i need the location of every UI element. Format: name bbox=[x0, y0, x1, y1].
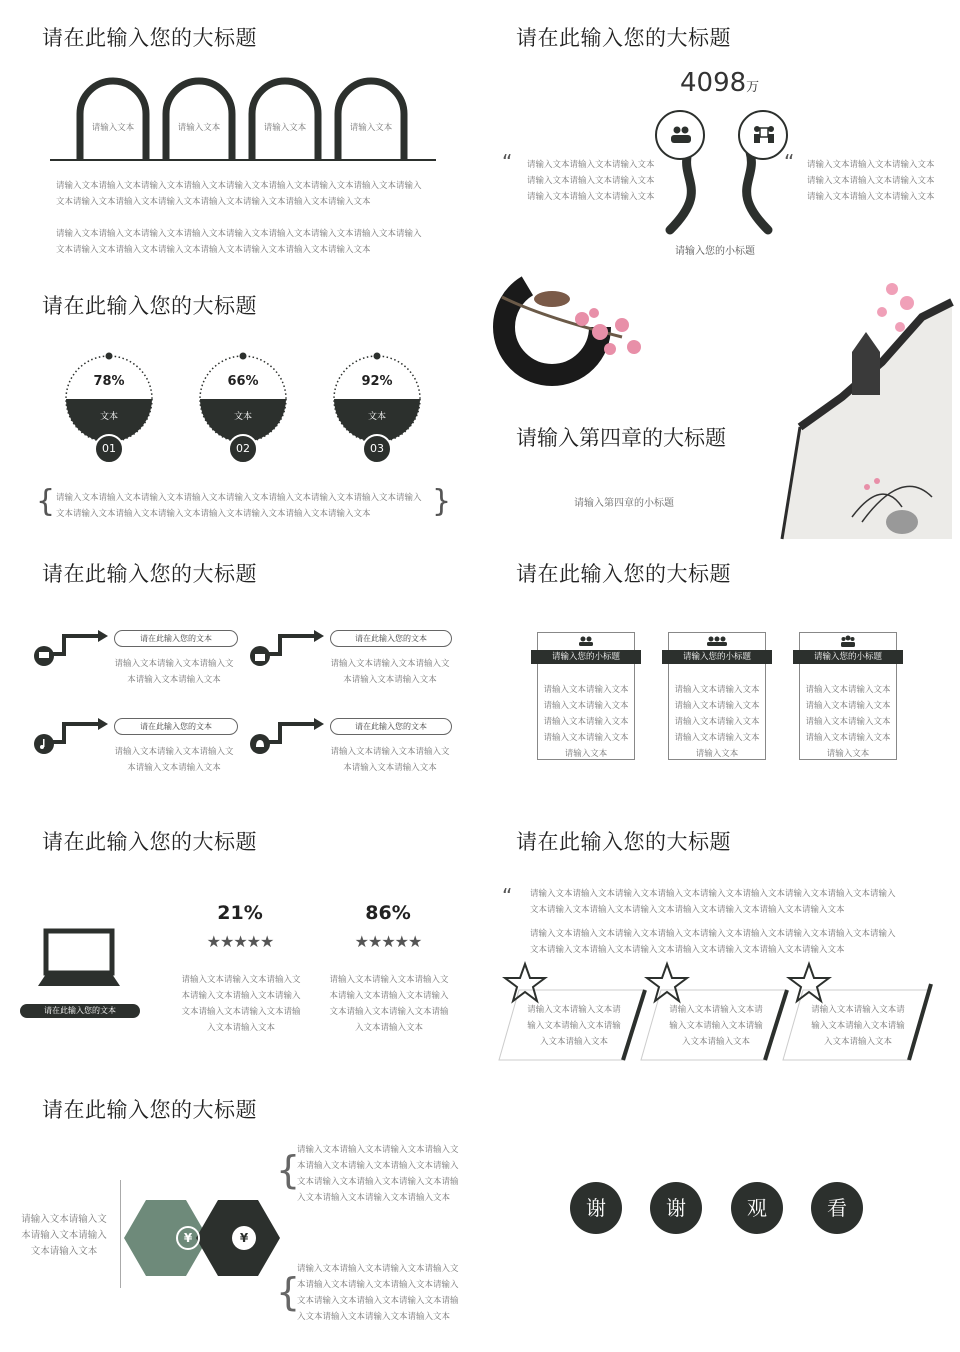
star-icons bbox=[505, 964, 829, 1001]
step-label-3: 请在此输入您的文本 bbox=[114, 718, 238, 735]
slide2-subtitle: 请输入您的小标题 bbox=[675, 246, 755, 257]
gauge-2-number: 02 bbox=[228, 434, 258, 464]
gauge-2-label: 文本 bbox=[233, 412, 252, 422]
yen-icon-1: ¥ bbox=[176, 1226, 200, 1250]
chapter-subtitle: 请输入第四章的小标题 bbox=[574, 498, 674, 509]
thanks-char-3: 观 bbox=[731, 1182, 783, 1234]
brace-right: } bbox=[432, 484, 452, 519]
people-icon-1 bbox=[578, 636, 594, 646]
slide7-title: 请在此输入您的大标题 bbox=[42, 830, 257, 854]
meeting-icon-circle bbox=[738, 110, 788, 160]
slide2-right-text: 请输入文本请输入文本请输入文本请输入文本请输入文本请输入文本请输入文本请输入文本请输入文本 bbox=[807, 160, 935, 202]
people-icon-2 bbox=[707, 636, 727, 646]
step-text-2: 请输入文本请输入文本请输入文本请输入文本请输入文本 bbox=[330, 659, 450, 685]
quote-mark-left: “ bbox=[502, 150, 513, 174]
stat-2-text: 请输入文本请输入文本请输入文本请输入文本请输入文本请输入文本请输入文本请输入文本请输入文本请输入文本 bbox=[329, 975, 449, 1033]
arch-label-2: 请输入文本 bbox=[177, 123, 221, 133]
slide9-right-text-1: 请输入文本请输入文本请输入文本请输入文本请输入文本请输入文本请输入文本请输入文本请输入文本请输入文本请输入文本请输入文本请输入文本请输入文本请输入文本 bbox=[297, 1145, 459, 1203]
bell-icon bbox=[250, 734, 270, 754]
slide8-card-2-text: 请输入文本请输入文本请输入文本请输入文本请输入文本请输入文本 bbox=[669, 1005, 763, 1047]
arch-label-1: 请输入文本 bbox=[91, 123, 135, 133]
slide1-title: 请在此输入您的大标题 bbox=[42, 26, 257, 50]
gauge-3-number: 03 bbox=[362, 434, 392, 464]
slide6-title: 请在此输入您的大标题 bbox=[516, 562, 731, 586]
laptop-label: 请在此输入您的文本 bbox=[20, 1004, 140, 1018]
team-icon-circle bbox=[655, 110, 705, 160]
gauge-1-number: 01 bbox=[94, 434, 124, 464]
step-text-1: 请输入文本请输入文本请输入文本请输入文本请输入文本 bbox=[114, 659, 234, 685]
chapter-title: 请输入第四章的大标题 bbox=[516, 426, 726, 450]
meeting-icon bbox=[752, 125, 776, 145]
slide9-title: 请在此输入您的大标题 bbox=[42, 1098, 257, 1122]
team-icon bbox=[669, 125, 693, 145]
card-1-text: 请输入文本请输入文本请输入文本请输入文本请输入文本请输入文本请输入文本请输入文本请输入文本 bbox=[543, 685, 629, 759]
people-icon-3 bbox=[841, 635, 855, 647]
music-icon bbox=[34, 734, 54, 754]
slide3-title: 请在此输入您的大标题 bbox=[42, 294, 257, 318]
slide8-title: 请在此输入您的大标题 bbox=[516, 830, 731, 854]
card-2-heading: 请输入您的小标题 bbox=[662, 650, 772, 664]
gauge-2-pct: 66% bbox=[227, 374, 259, 389]
step-label-4: 请在此输入您的文本 bbox=[330, 718, 452, 735]
slide1-para-1: 请输入文本请输入文本请输入文本请输入文本请输入文本请输入文本请输入文本请输入文本请输入文本请输入文本请输入文本请输入文本请输入文本请输入文本请输入文本请输入文本 bbox=[56, 181, 422, 207]
stat-1-stars: ★★★★★ bbox=[206, 932, 274, 951]
step-text-3: 请输入文本请输入文本请输入文本请输入文本请输入文本 bbox=[114, 747, 234, 773]
quote-mark-right: “ bbox=[784, 150, 795, 174]
thanks-char-1: 谢 bbox=[570, 1182, 622, 1234]
ink-illustration bbox=[482, 277, 952, 539]
card-3-text: 请输入文本请输入文本请输入文本请输入文本请输入文本请输入文本请输入文本请输入文本请输入文本 bbox=[805, 685, 891, 759]
card-2-text: 请输入文本请输入文本请输入文本请输入文本请输入文本请输入文本请输入文本请输入文本请输入文本 bbox=[674, 685, 760, 759]
card-3-heading: 请输入您的小标题 bbox=[793, 650, 903, 664]
divider-line bbox=[120, 1180, 121, 1288]
hexagons-graphic bbox=[124, 1200, 284, 1276]
gauge-1-label: 文本 bbox=[99, 412, 118, 422]
slide9-right-text-2: 请输入文本请输入文本请输入文本请输入文本请输入文本请输入文本请输入文本请输入文本请输入文本请输入文本请输入文本请输入文本请输入文本请输入文本请输入文本 bbox=[297, 1264, 459, 1322]
stat-2-pct: 86% bbox=[365, 902, 411, 924]
laptop-icon bbox=[38, 928, 128, 988]
brace-bottom: { bbox=[276, 1270, 301, 1314]
yen-icon-2: ¥ bbox=[232, 1226, 256, 1250]
arch-label-3: 请输入文本 bbox=[263, 123, 307, 133]
gauge-3 bbox=[334, 353, 420, 443]
slide2-title: 请在此输入您的大标题 bbox=[516, 26, 731, 50]
gauge-1-pct: 78% bbox=[93, 374, 125, 389]
slide8-para-1: 请输入文本请输入文本请输入文本请输入文本请输入文本请输入文本请输入文本请输入文本请输入文本请输入文本请输入文本请输入文本请输入文本请输入文本请输入文本请输入文本 bbox=[530, 889, 896, 915]
slide9-left-text: 请输入文本请输入文本请输入文本请输入文本请输入文本 bbox=[21, 1214, 107, 1257]
stat-1-text: 请输入文本请输入文本请输入文本请输入文本请输入文本请输入文本请输入文本请输入文本请输入文本请输入文本 bbox=[181, 975, 301, 1033]
slide8-card-1-text: 请输入文本请输入文本请输入文本请输入文本请输入文本请输入文本 bbox=[527, 1005, 621, 1047]
slide8-para-2: 请输入文本请输入文本请输入文本请输入文本请输入文本请输入文本请输入文本请输入文本请输入文本请输入文本请输入文本请输入文本请输入文本请输入文本请输入文本请输入文本 bbox=[530, 929, 896, 955]
stat-1-pct: 21% bbox=[217, 902, 263, 924]
step-label-1: 请在此输入您的文本 bbox=[114, 630, 238, 647]
quote-mark: “ bbox=[502, 884, 513, 908]
stat-number: 4098万 bbox=[680, 68, 760, 98]
gauge-1 bbox=[66, 353, 152, 443]
brace-top: { bbox=[276, 1148, 301, 1192]
step-label-2: 请在此输入您的文本 bbox=[330, 630, 452, 647]
card-1-heading: 请输入您的小标题 bbox=[531, 650, 641, 664]
step-text-4: 请输入文本请输入文本请输入文本请输入文本请输入文本 bbox=[330, 747, 450, 773]
arch-label-4: 请输入文本 bbox=[349, 123, 393, 133]
brace-left: { bbox=[36, 484, 56, 519]
thanks-char-4: 看 bbox=[811, 1182, 863, 1234]
gauge-2 bbox=[200, 353, 286, 443]
slide8-card-3-text: 请输入文本请输入文本请输入文本请输入文本请输入文本请输入文本 bbox=[811, 1005, 905, 1047]
stat-2-stars: ★★★★★ bbox=[354, 932, 422, 951]
slide5-title: 请在此输入您的大标题 bbox=[42, 562, 257, 586]
gauge-3-pct: 92% bbox=[361, 374, 393, 389]
slide3-para: 请输入文本请输入文本请输入文本请输入文本请输入文本请输入文本请输入文本请输入文本请输入文本请输入文本请输入文本请输入文本请输入文本请输入文本请输入文本请输入文本 bbox=[56, 493, 422, 519]
gift-icon bbox=[250, 646, 270, 666]
slide2-left-text: 请输入文本请输入文本请输入文本请输入文本请输入文本请输入文本请输入文本请输入文本请输入文本 bbox=[527, 160, 655, 202]
board-icon bbox=[34, 646, 54, 666]
thanks-char-2: 谢 bbox=[650, 1182, 702, 1234]
gauge-3-label: 文本 bbox=[367, 412, 386, 422]
slide1-para-2: 请输入文本请输入文本请输入文本请输入文本请输入文本请输入文本请输入文本请输入文本请输入文本请输入文本请输入文本请输入文本请输入文本请输入文本请输入文本请输入文本 bbox=[56, 229, 422, 255]
